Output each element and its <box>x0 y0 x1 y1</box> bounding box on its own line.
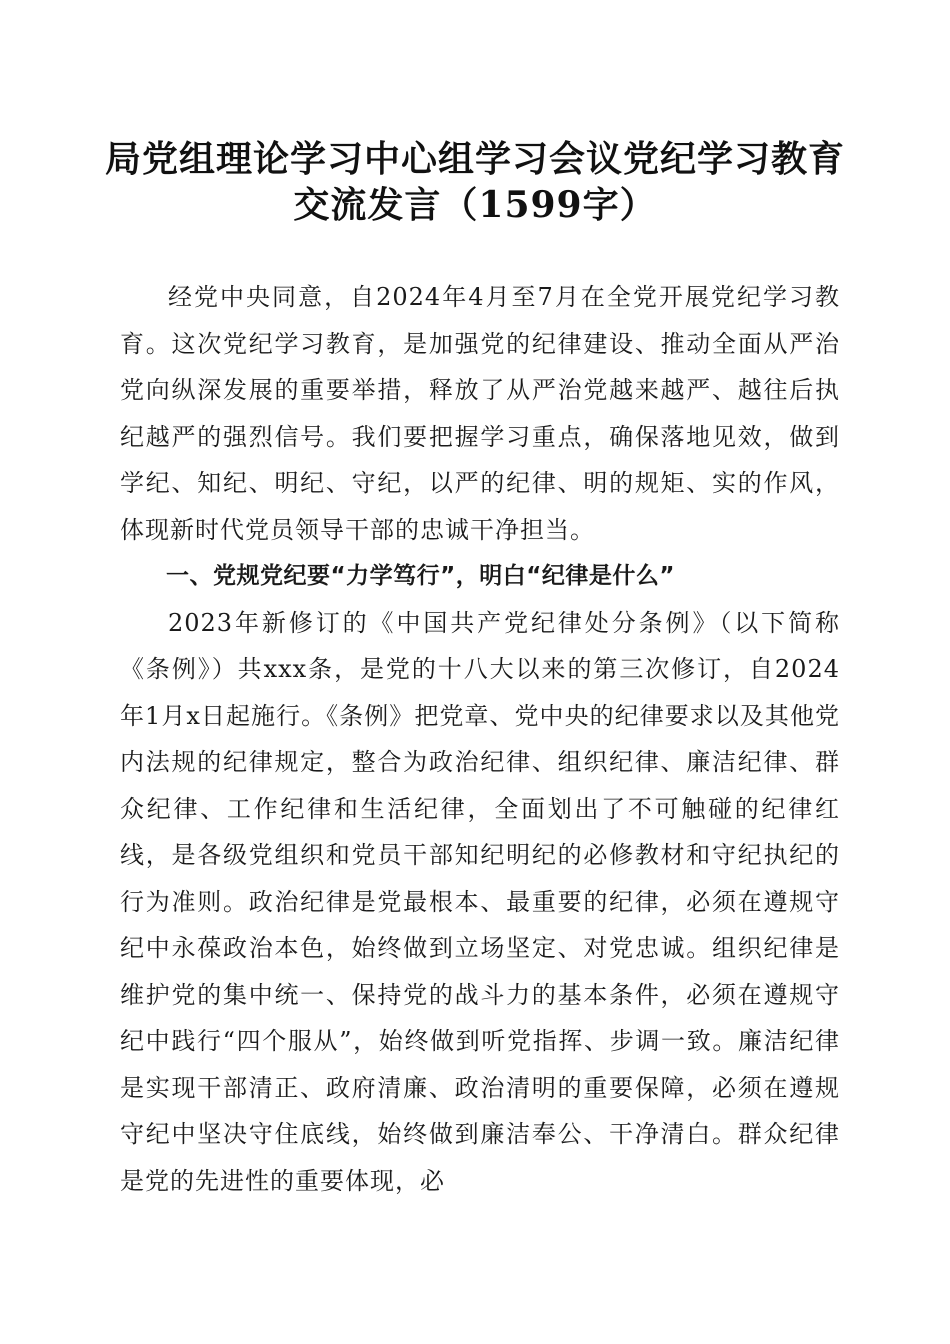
section-heading-1: 一、党规党纪要“力学笃行”，明白“纪律是什么” <box>166 563 675 589</box>
section-1-paragraph: 2023年新修订的《中国共产党纪律处分条例》（以下简称《条例》）共xxx条，是党的十八大以来的第三次修订，自2024年1月x日起施行。《条例》把党章、党中央的纪律要求以及其他党内法规的纪律规定，整合为政治纪律、组织纪律、廉洁纪律、群众纪律、工作纪律和生活纪律，全面划出了不可触碰的纪律红线，是各级党组织和党员干部知纪明纪的必修教材和守纪执纪的行为准则。政治纪律是党最根本、最重要的纪律，必须在遵规守纪中永葆政治本色，始终做到立场坚定、对党忠诚。组织纪律是维护党的集中统一、保持党的战斗力的基本条件，必须在遵规守纪中践行“四个服从”，始终做到听党指挥、步调一致。廉洁纪律是实现干部清正、政府清廉、政治清明的重要保障，必须在遵规守纪中坚决守住底线，始终做到廉洁奉公、干净清白。群众纪律是党的先进性的重要体现，必 <box>120 608 840 1195</box>
document-title-line-1: 局党组理论学习中心组学习会议党纪学习教育 <box>104 138 845 180</box>
intro-paragraph: 经党中央同意，自2024年4月至7月在全党开展党纪学习教育。这次党纪学习教育，是加强党的纪律建设、推动全面从严治党向纵深发展的重要举措，释放了从严治党越来越严、越往后执纪越严的强烈信号。我们要把握学习重点，确保落地见效，做到学纪、知纪、明纪、守纪，以严的纪律、明的规矩、实的作风，体现新时代党员领导干部的忠诚干净担当。 <box>120 283 840 544</box>
document-body <box>120 274 840 1204</box>
document-title-line-2: 交流发言（1599字） <box>293 184 657 226</box>
